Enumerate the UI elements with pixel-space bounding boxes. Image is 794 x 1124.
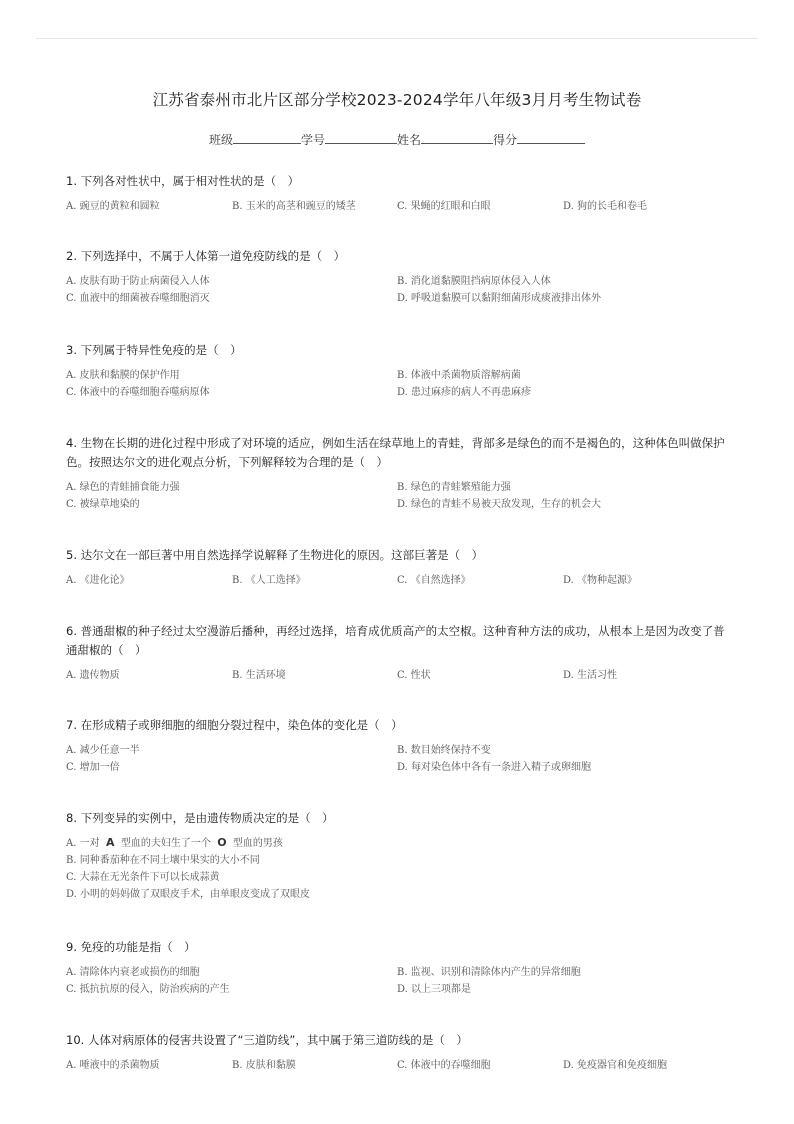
question-stem: 8. 下列变异的实例中，是由遗传物质决定的是（ ） xyxy=(66,811,334,825)
question-stem: 4. 生物在长期的进化过程中形成了对环境的适应，例如生活在绿草地上的青蛙，背部多是绿色的而不是褐色的，这种体色叫做保护色。按照达尔文的进化观点分析，下列解释较为合理的是（ ） xyxy=(66,436,725,469)
option-b[interactable]: B. 体液中杀菌物质溶解病菌 xyxy=(397,370,521,381)
question-stem: 3. 下列属于特异性免疫的是（ ） xyxy=(66,343,242,357)
options xyxy=(66,197,730,214)
score-label: 得分 xyxy=(493,133,518,147)
option-c[interactable]: C. 被绿草地染的 xyxy=(66,499,140,510)
question-4 xyxy=(66,434,730,512)
option-a[interactable] xyxy=(66,834,283,849)
option-c[interactable]: C. 性状 xyxy=(397,670,431,681)
options xyxy=(66,741,730,775)
option-a[interactable]: A. 清除体内衰老或损伤的细胞 xyxy=(66,967,200,978)
option-b[interactable]: B. 玉米的高茎和豌豆的矮茎 xyxy=(232,201,356,212)
option-a[interactable]: A. 豌豆的黄粒和圆粒 xyxy=(66,201,160,212)
option-c[interactable]: C. 抵抗抗原的侵入，防治疾病的产生 xyxy=(66,984,230,995)
class-label: 班级 xyxy=(208,133,233,147)
options xyxy=(66,272,730,306)
question-stem: 10. 人体对病原体的侵害共设置了“三道防线”，其中属于第三道防线的是（ ） xyxy=(66,1033,468,1047)
option-c[interactable]: C. 血液中的细菌被吞噬细胞消灭 xyxy=(66,293,210,304)
option-d[interactable]: D. 《物种起源》 xyxy=(563,575,638,586)
option-d[interactable]: D. 生活习性 xyxy=(563,670,618,681)
options xyxy=(66,1056,730,1073)
option-a[interactable]: A. 皮肤和黏膜的保护作用 xyxy=(66,370,180,381)
question-stem: 9. 免疫的功能是指（ ） xyxy=(66,940,196,954)
option-a[interactable]: A. 遗传物质 xyxy=(66,670,120,681)
option-d[interactable]: D. 狗的长毛和卷毛 xyxy=(563,201,648,212)
question-stem: 6. 普通甜椒的种子经过太空漫游后播种，再经过选择，培育成优质高产的太空椒。这种育种方法的成功，从根本上是因为改变了普通甜椒的（ ） xyxy=(66,624,725,657)
option-c[interactable]: C. 体液中的吞噬细胞吞噬病原体 xyxy=(66,387,210,398)
option-b[interactable]: B. 皮肤和黏膜 xyxy=(232,1060,296,1071)
option-b[interactable]: B. 同种番茄种在不同土壤中果实的大小不同 xyxy=(66,855,260,866)
option-d[interactable]: D. 以上三项都是 xyxy=(397,984,472,995)
question-stem: 5. 达尔文在一部巨著中用自然选择学说解释了生物进化的原因。这部巨著是（ ） xyxy=(66,548,484,562)
option-c[interactable]: C. 果蝇的红眼和白眼 xyxy=(397,201,491,212)
id-label: 学号 xyxy=(300,133,325,147)
name-label: 姓名 xyxy=(397,133,422,147)
options xyxy=(66,834,730,902)
question-9 xyxy=(66,938,730,997)
name-blank[interactable] xyxy=(421,131,493,144)
option-c[interactable]: C. 体液中的吞噬细胞 xyxy=(397,1060,491,1071)
question-7 xyxy=(66,716,730,775)
id-blank[interactable] xyxy=(325,131,397,144)
question-8 xyxy=(66,809,730,902)
options xyxy=(66,366,730,400)
question-stem: 2. 下列选择中，不属于人体第一道免疫防线的是（ ） xyxy=(66,249,346,263)
question-stem: 1. 下列各对性状中，属于相对性状的是（ ） xyxy=(66,174,300,188)
option-a-text-1: A. 一对 xyxy=(66,838,100,849)
question-6 xyxy=(66,622,730,683)
option-b[interactable]: B. 《人工选择》 xyxy=(232,575,306,586)
option-a[interactable]: A. 绿色的青蛙捕食能力强 xyxy=(66,482,180,493)
question-3 xyxy=(66,341,730,400)
student-info-line xyxy=(0,131,794,148)
options xyxy=(66,478,730,512)
option-c[interactable]: C. 增加一倍 xyxy=(66,762,120,773)
header-divider xyxy=(36,38,758,39)
question-1 xyxy=(66,172,730,214)
blood-type-a: A xyxy=(105,836,115,849)
option-a-text-2: 型血的夫妇生了一个 xyxy=(120,838,211,849)
question-5 xyxy=(66,546,730,588)
options xyxy=(66,963,730,997)
option-b[interactable]: B. 数目始终保持不变 xyxy=(397,745,491,756)
option-a[interactable]: A. 减少任意一半 xyxy=(66,745,140,756)
option-b[interactable]: B. 生活环境 xyxy=(232,670,286,681)
option-b[interactable]: B. 监视、识别和清除体内产生的异常细胞 xyxy=(397,967,581,978)
question-10 xyxy=(66,1031,730,1073)
option-d[interactable]: D. 患过麻疹的病人不再患麻疹 xyxy=(397,387,532,398)
options xyxy=(66,666,730,683)
score-blank[interactable] xyxy=(517,131,585,144)
option-c[interactable]: C. 《自然选择》 xyxy=(397,575,471,586)
option-d[interactable]: D. 绿色的青蛙不易被天敌发现，生存的机会大 xyxy=(397,499,602,510)
option-d[interactable]: D. 小明的妈妈做了双眼皮手术，由单眼皮变成了双眼皮 xyxy=(66,889,311,900)
question-stem: 7. 在形成精子或卵细胞的细胞分裂过程中，染色体的变化是（ ） xyxy=(66,718,403,732)
option-a[interactable]: A. 唾液中的杀菌物质 xyxy=(66,1060,160,1071)
option-d[interactable]: D. 免疫器官和免疫细胞 xyxy=(563,1060,668,1071)
question-2 xyxy=(66,247,730,306)
option-a[interactable]: A. 《进化论》 xyxy=(66,575,130,586)
class-blank[interactable] xyxy=(233,131,301,144)
option-b[interactable]: B. 绿色的青蛙繁殖能力强 xyxy=(397,482,511,493)
option-d[interactable]: D. 每对染色体中各有一条进入精子或卵细胞 xyxy=(397,762,592,773)
options xyxy=(66,571,730,588)
option-a[interactable]: A. 皮肤有助于防止病菌侵入人体 xyxy=(66,276,210,287)
blood-type-o: O xyxy=(217,836,227,849)
option-b[interactable]: B. 消化道黏膜阻挡病原体侵入人体 xyxy=(397,276,551,287)
option-c[interactable]: C. 大蒜在无光条件下可以长成蒜黄 xyxy=(66,872,220,883)
option-d[interactable]: D. 呼吸道黏膜可以黏附细菌形成痰液排出体外 xyxy=(397,293,602,304)
option-a-text-3: 型血的男孩 xyxy=(232,838,283,849)
page-title: 江苏省泰州市北片区部分学校2023-2024学年八年级3月月考生物试卷 xyxy=(152,91,642,109)
